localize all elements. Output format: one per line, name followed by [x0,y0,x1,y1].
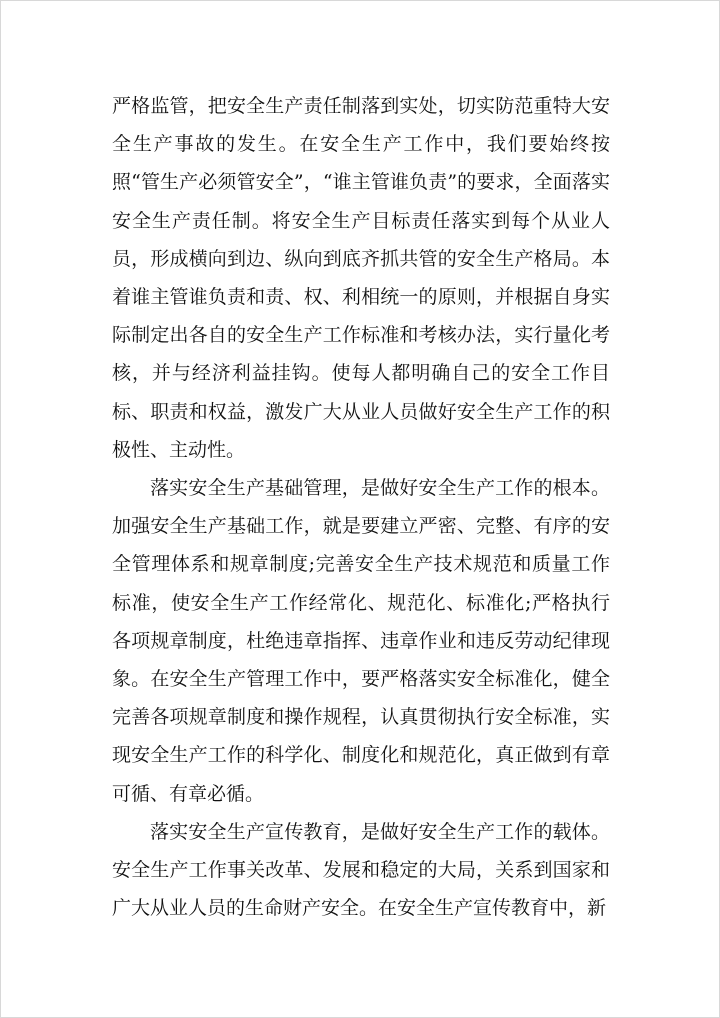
paragraph-responsibility: 严格监管，把安全生产责任制落到实处，切实防范重特大安全生产事故的发生。在安全生产工作中，我们要始终按照“管生产必须管安全”，“谁主管谁负责”的要求，全面落实安全生产责任制。将安全生产目标责任落实到每个从业人员，形成横向到边、纵向到底齐抓共管的安全生产格局。本着谁主管谁负责和责、权、利相统一的原则，并根据自身实际制定出各自的安全生产工作标准和考核办法，实行量化考核，并与经济利益挂钩。使每人都明确自己的安全工作目标、职责和权益，激发广大从业人员做好安全生产工作的积极性、主动性。 [112,95,610,461]
paragraph-basic-management: 落实安全生产基础管理，是做好安全生产工作的根本。加强安全生产基础工作，就是要建立严密、完整、有序的安全管理体系和规章制度;完善安全生产技术规范和质量工作标准，使安全生产工作经常化、规范化、标准化;严格执行各项规章制度，杜绝违章指挥、违章作业和违反劳动纪律现象。在安全生产管理工作中，要严格落实安全标准化，健全完善各项规章制度和操作规程，认真贯彻执行安全标准，实现安全生产工作的科学化、制度化和规范化，真正做到有章可循、有章必循。 [112,477,610,805]
paragraph-publicity-education: 落实安全生产宣传教育，是做好安全生产工作的载体。安全生产工作事关改革、发展和稳定的大局，关系到国家和广大从业人员的生命财产安全。在安全生产宣传教育中，新 [112,820,610,920]
document-body [112,87,610,927]
